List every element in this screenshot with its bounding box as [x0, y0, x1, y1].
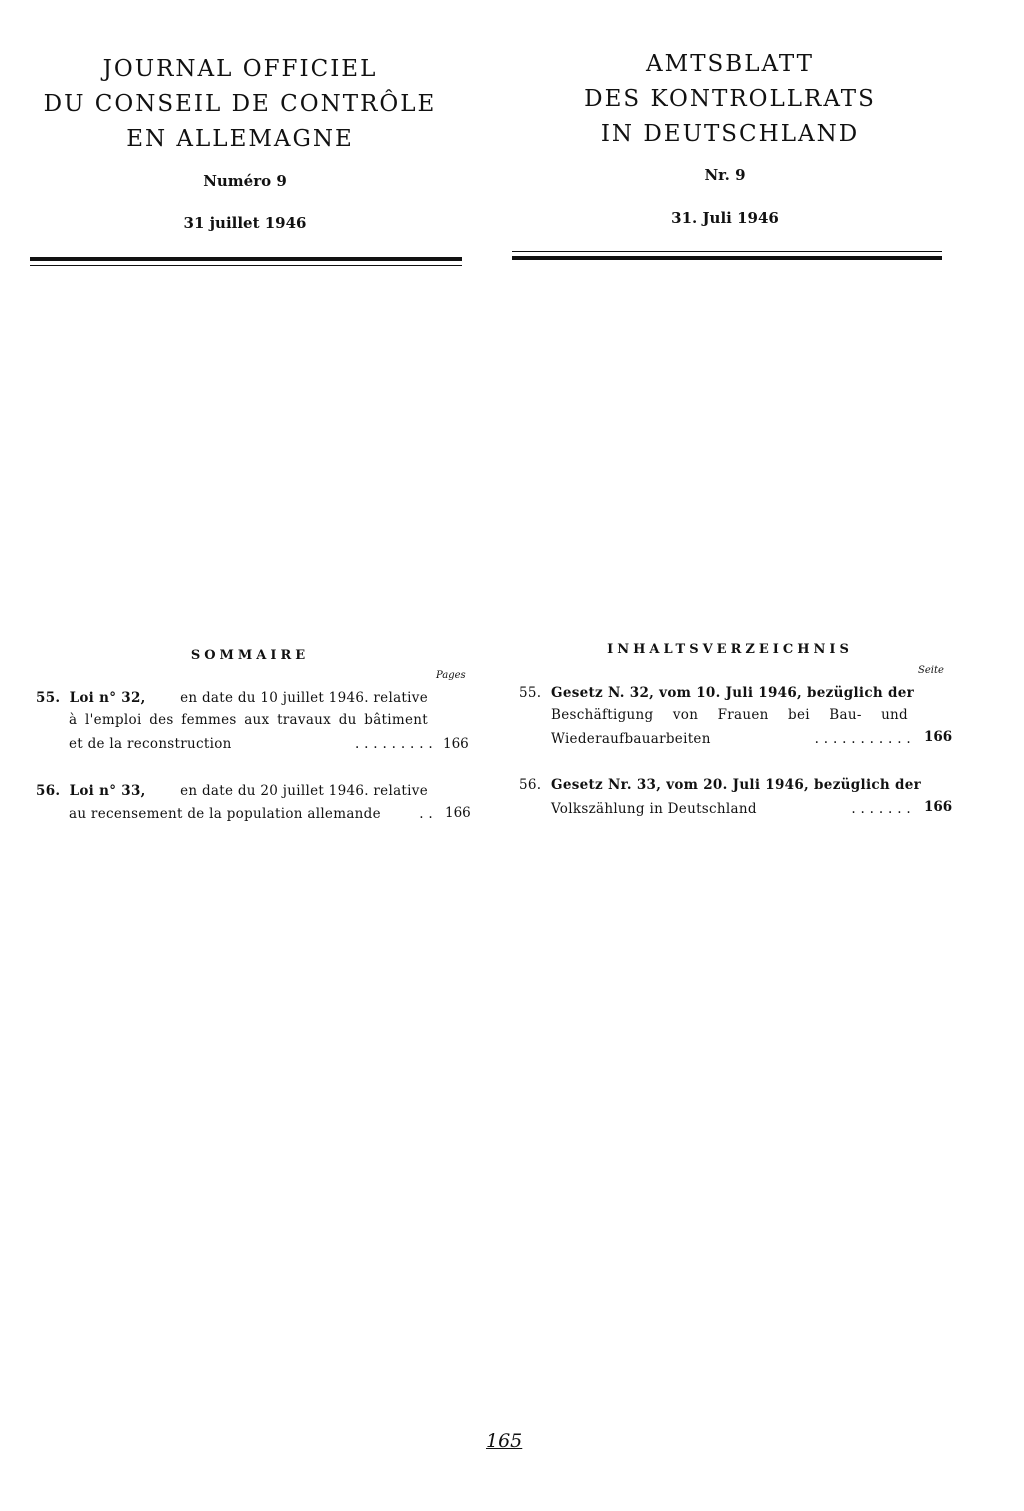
german-entry-56-line-2 [551, 801, 911, 817]
french-title-line-2: DU CONSEIL DE CONTRÔLE [43, 91, 437, 117]
german-entry-55-line-3 [551, 731, 911, 747]
french-issue-date: 31 juillet 1946 [183, 214, 307, 232]
french-entry-55-page: 166 [443, 736, 469, 752]
entry-text: et de la reconstruction [69, 736, 232, 752]
german-entry-56-line-1: Gesetz Nr. 33, vom 20. Juli 1946, bezüglich der [551, 777, 922, 793]
german-summary-title: INHALTSVERZEICHNIS [607, 642, 853, 657]
german-issue-number: Nr. 9 [704, 166, 746, 184]
german-title-line-2: DES KONTROLLRATS [584, 86, 876, 112]
entry-text: Wiederaufbauarbeiten [551, 731, 711, 747]
entry-number: 55. [36, 690, 61, 706]
german-entry-55-page: 166 [924, 729, 953, 745]
entry-text: au recensement de la population allemande [69, 806, 381, 822]
french-entry-56-page: 166 [445, 805, 471, 821]
french-header-rule-thin [30, 265, 462, 266]
french-title-line-3: EN ALLEMAGNE [126, 126, 354, 152]
french-summary-title: SOMMAIRE [190, 648, 310, 663]
german-issue-date: 31. Juli 1946 [671, 209, 779, 227]
german-entry-56-number: 56. [519, 777, 542, 793]
french-entry-56-line-1 [36, 783, 428, 799]
french-entry-56-line-2 [69, 806, 433, 822]
french-header-rule-thick [30, 257, 462, 261]
german-header-rule-thin [512, 251, 942, 252]
french-entry-55-line-1 [36, 690, 428, 706]
page-number: 165 [486, 1430, 523, 1452]
french-entry-55-line-2: à l'emploi des femmes aux travaux du bâtiment [69, 712, 428, 728]
german-entry-55-line-1: Gesetz N. 32, vom 10. Juli 1946, bezüglich der [551, 685, 915, 701]
french-pages-label: Pages [436, 670, 466, 681]
entry-text: en date du 10 juillet 1946. relative [180, 690, 428, 706]
entry-number: 56. [36, 783, 61, 799]
leader-dots: . . [419, 806, 433, 822]
german-entry-55-number: 55. [519, 685, 542, 701]
leader-dots: . . . . . . . . . [354, 736, 433, 752]
german-title-line-3: IN DEUTSCHLAND [600, 121, 860, 147]
german-header-rule-thick [512, 256, 942, 260]
german-pages-label: Seite [918, 665, 944, 676]
leader-dots: . . . . . . . . . . . [814, 731, 911, 747]
french-title-line-1: JOURNAL OFFICIEL [102, 56, 378, 82]
law-reference: Loi n° 33, [69, 783, 146, 799]
french-entry-55-line-3 [69, 736, 433, 752]
leader-dots: . . . . . . . [851, 801, 911, 817]
entry-text: Volkszählung in Deutschland [551, 801, 757, 817]
german-title-line-1: AMTSBLATT [646, 51, 814, 77]
german-entry-55-line-2: Beschäftigung von Frauen bei Bau- und [551, 707, 908, 723]
law-reference: Loi n° 32, [69, 690, 146, 706]
entry-text: en date du 20 juillet 1946. relative [180, 783, 428, 799]
french-issue-number: Numéro 9 [203, 172, 287, 190]
german-entry-56-page: 166 [924, 799, 953, 815]
